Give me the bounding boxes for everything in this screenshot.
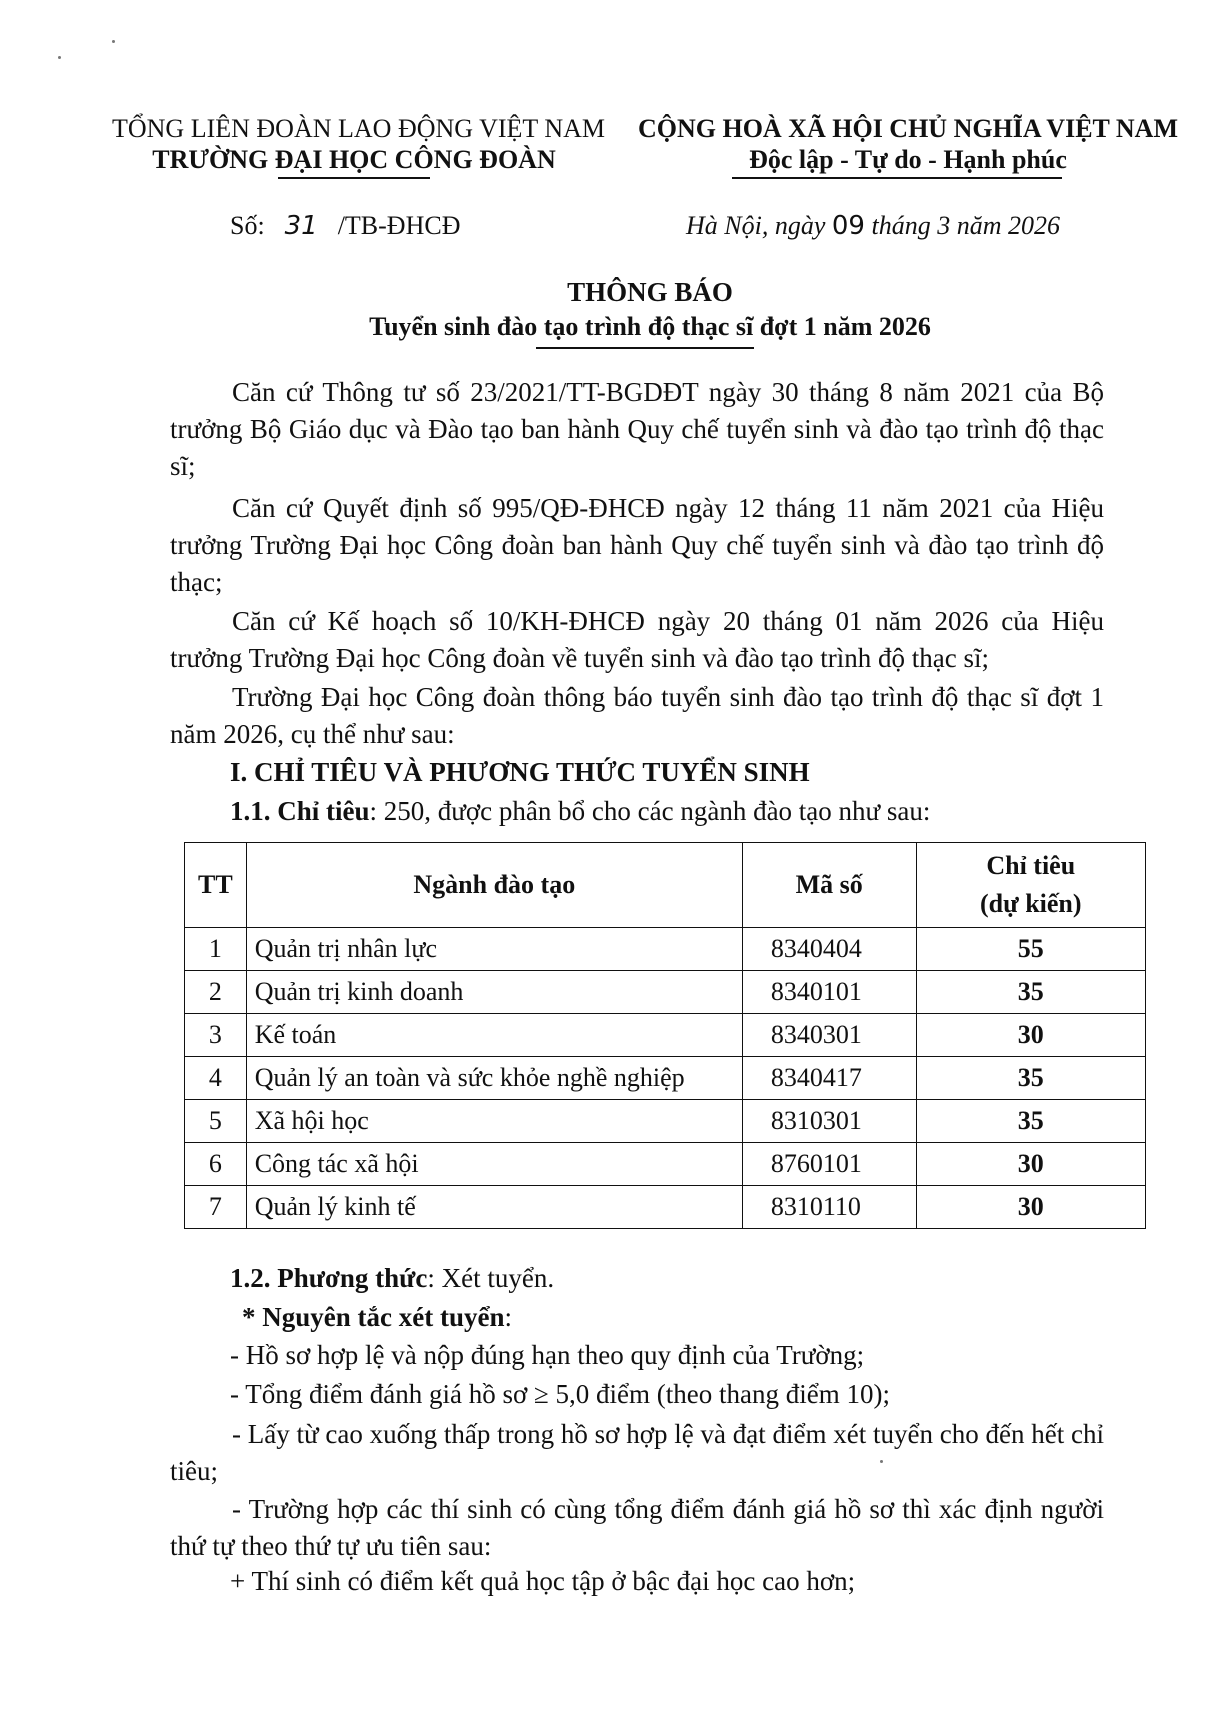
- header-major: Ngành đào tạo: [246, 843, 742, 928]
- row-code: 8760101: [742, 1143, 916, 1186]
- date-suffix: tháng 3 năm 2026: [871, 211, 1060, 240]
- doc-no-handwritten: 31: [284, 211, 318, 241]
- document-subtitle: Tuyển sinh đào tạo trình độ thạc sĩ đợt 1 năm 2026: [369, 312, 931, 341]
- quota-line: [230, 796, 930, 827]
- document-number: [230, 211, 460, 241]
- method-text: : Xét tuyển.: [427, 1263, 555, 1293]
- method-label: 1.2. Phương thức: [230, 1263, 428, 1293]
- table-row: [185, 1143, 1146, 1186]
- row-quota: 35: [916, 1100, 1145, 1143]
- principle-item-1: - Hồ sơ hợp lệ và nộp đúng hạn theo quy định của Trường;: [230, 1340, 865, 1370]
- principle-item-3: - Lấy từ cao xuống thấp trong hồ sơ hợp lệ và đạt điểm xét tuyển cho đến hết chỉ tiêu;: [170, 1419, 1104, 1486]
- principles-heading: * Nguyên tắc xét tuyển:: [242, 1302, 512, 1332]
- preamble-paragraph-2: Căn cứ Quyết định số 995/QĐ-ĐHCĐ ngày 12 tháng 11 năm 2021 của Hiệu trưởng Trường Đại học Công đoàn ban hành Quy chế tuyển sinh và đào tạo trình độ thạc;: [170, 493, 1104, 597]
- row-major: Công tác xã hội: [246, 1143, 742, 1186]
- table-row: [185, 1100, 1146, 1143]
- quota-text: : 250, được phân bổ cho các ngành đào tạo như sau:: [369, 796, 931, 826]
- row-tt: 2: [185, 971, 247, 1014]
- org-name: TỔNG LIÊN ĐOÀN LAO ĐỘNG VIỆT NAM: [112, 114, 605, 143]
- row-tt: 4: [185, 1057, 247, 1100]
- principle-item-5: + Thí sinh có điểm kết quả học tập ở bậc đại học cao hơn;: [230, 1566, 856, 1596]
- row-code: 8340301: [742, 1014, 916, 1057]
- row-major: Quản lý kinh tế: [246, 1186, 742, 1229]
- row-code: 8340417: [742, 1057, 916, 1100]
- row-code: 8340404: [742, 928, 916, 971]
- table-header-row: [185, 843, 1146, 928]
- document-date: [686, 211, 1060, 241]
- row-major: Quản trị nhân lực: [246, 928, 742, 971]
- date-day-handwritten: 09: [831, 211, 865, 241]
- row-tt: 3: [185, 1014, 247, 1057]
- row-major: Xã hội học: [246, 1100, 742, 1143]
- quota-table: [184, 842, 1146, 1229]
- subtitle-underline: [536, 347, 754, 349]
- table-row: [185, 1057, 1146, 1100]
- header-tt: TT: [185, 843, 247, 928]
- row-quota: 35: [916, 1057, 1145, 1100]
- method-line: [230, 1263, 554, 1294]
- row-quota: 30: [916, 1014, 1145, 1057]
- school-underline: [278, 177, 430, 179]
- date-prefix: Hà Nội, ngày: [686, 211, 826, 240]
- principle-item-2: - Tổng điểm đánh giá hồ sơ ≥ 5,0 điểm (theo thang điểm 10);: [230, 1379, 890, 1409]
- document-title: THÔNG BÁO: [567, 277, 733, 307]
- quota-label: 1.1. Chỉ tiêu: [230, 796, 370, 826]
- preamble-paragraph-1: Căn cứ Thông tư số 23/2021/TT-BGDĐT ngày 30 tháng 8 năm 2021 của Bộ trưởng Bộ Giáo dục và Đào tạo ban hành Quy chế tuyển sinh và đào tạo trình độ thạc sĩ;: [170, 377, 1104, 481]
- table-row: [185, 1014, 1146, 1057]
- header-code: Mã số: [742, 843, 916, 928]
- table-row: [185, 928, 1146, 971]
- row-tt: 7: [185, 1186, 247, 1229]
- nation-name: CỘNG HOÀ XÃ HỘI CHỦ NGHĨA VIỆT NAM: [637, 114, 1179, 143]
- row-major: Quản lý an toàn và sức khỏe nghề nghiệp: [246, 1057, 742, 1100]
- preamble-paragraph-4: Trường Đại học Công đoàn thông báo tuyển sinh đào tạo trình độ thạc sĩ đợt 1 năm 2026, cụ thể như sau:: [170, 682, 1104, 749]
- table-row: [185, 971, 1146, 1014]
- row-major: Kế toán: [246, 1014, 742, 1057]
- scan-speck: [58, 56, 61, 59]
- scan-speck: [880, 1460, 883, 1463]
- row-quota: 35: [916, 971, 1145, 1014]
- row-tt: 6: [185, 1143, 247, 1186]
- row-tt: 5: [185, 1100, 247, 1143]
- preamble-paragraph-3: Căn cứ Kế hoạch số 10/KH-ĐHCĐ ngày 20 tháng 01 năm 2026 của Hiệu trưởng Trường Đại học Công đoàn về tuyển sinh và đào tạo trình độ thạc sĩ;: [170, 606, 1104, 673]
- scan-speck: [112, 40, 115, 43]
- doc-no-suffix: /TB-ĐHCĐ: [337, 211, 461, 240]
- row-code: 8310301: [742, 1100, 916, 1143]
- doc-no-label: Số:: [230, 211, 265, 240]
- school-name: TRƯỜNG ĐẠI HỌC CÔNG ĐOÀN: [152, 145, 556, 174]
- row-quota: 30: [916, 1143, 1145, 1186]
- section-heading: I. CHỈ TIÊU VÀ PHƯƠNG THỨC TUYỂN SINH: [230, 757, 810, 787]
- principle-item-4: - Trường hợp các thí sinh có cùng tổng điểm đánh giá hồ sơ thì xác định người thứ tự theo thứ tự ưu tiên sau:: [170, 1494, 1104, 1561]
- row-major: Quản trị kinh doanh: [246, 971, 742, 1014]
- table-row: [185, 1186, 1146, 1229]
- row-code: 8340101: [742, 971, 916, 1014]
- row-tt: 1: [185, 928, 247, 971]
- national-motto: Độc lập - Tự do - Hạnh phúc: [749, 145, 1067, 174]
- row-quota: 30: [916, 1186, 1145, 1229]
- header-quota: Chỉ tiêu (dự kiến): [916, 843, 1145, 928]
- row-code: 8310110: [742, 1186, 916, 1229]
- row-quota: 55: [916, 928, 1145, 971]
- motto-underline: [732, 177, 1062, 179]
